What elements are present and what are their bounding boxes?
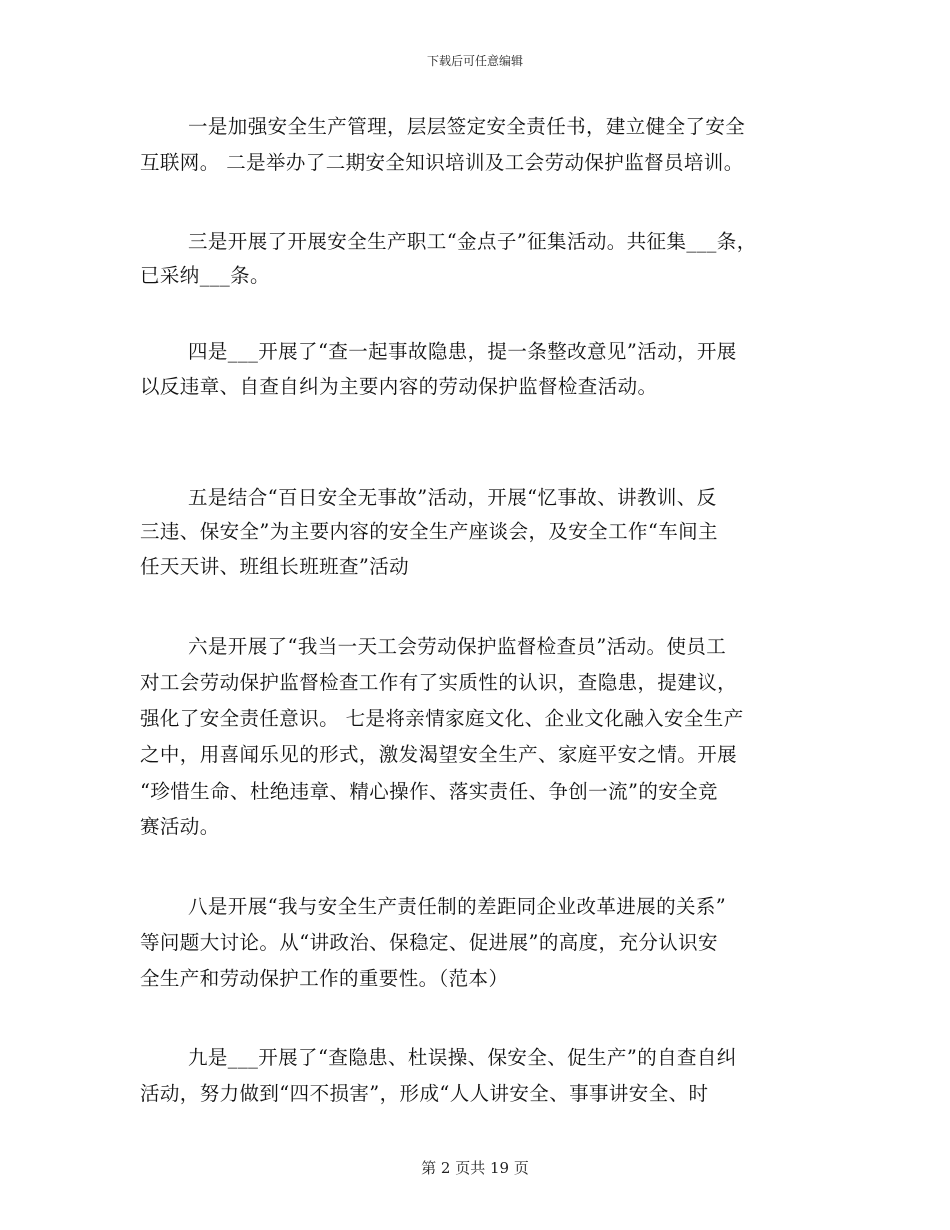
paragraph-5-line-3: 强化了安全责任意识。 七是将亲情家庭文化、企业文化融入安全生产 [140, 707, 744, 730]
paragraph-5-line-5: “珍惜生命、杜绝违章、精心操作、落实责任、争创一流”的安全竞 [140, 780, 718, 803]
paragraph-6-line-2: 等问题大讨论。从“讲政治、保稳定、促进展”的高度，充分认识安 [140, 931, 718, 954]
paragraph-4-line-1: 五是结合“百日安全无事故”活动，开展“忆事故、讲教训、反 [188, 486, 717, 509]
paragraph-7-line-2: 活动，努力做到“四不损害”，形成“人人讲安全、事事讲安全、时 [140, 1082, 709, 1105]
paragraph-4-line-2: 三违、保安全”为主要内容的安全生产座谈会，及安全工作“车间主 [140, 520, 718, 543]
paragraph-5-line-6: 赛活动。 [140, 815, 220, 838]
paragraph-2-line-2: 已采纳___条。 [140, 264, 270, 287]
paragraph-7-line-1: 九是___开展了“查隐患、杜误操、保安全、促生产”的自查自纠 [188, 1046, 737, 1069]
paragraph-5-line-2: 对工会劳动保护监督检查工作有了实质性的认识，查隐患，提建议， [140, 671, 738, 694]
paragraph-4-line-3: 任天天讲、班组长班班查”活动 [140, 555, 410, 578]
page-footer: 第 2 页共 19 页 [421, 1159, 529, 1177]
paragraph-6-line-3: 全生产和劳动保护工作的重要性。（范本） [140, 967, 509, 990]
page-header: 下载后可任意编辑 [426, 54, 523, 68]
paragraph-5-line-1: 六是开展了“我当一天工会劳动保护监督检查员”活动。使员工 [188, 635, 727, 658]
paragraph-3-line-1: 四是___开展了“查一起事故隐患，提一条整改意见”活动，开展 [188, 340, 737, 363]
paragraph-3-line-2: 以反违章、自查自纠为主要内容的劳动保护监督检查活动。 [140, 375, 658, 398]
paragraph-1-line-2: 互联网。 二是举办了二期安全知识培训及工会劳动保护监督员培训。 [140, 151, 744, 174]
paragraph-6-line-1: 八是开展“我与安全生产责任制的差距同企业改革进展的关系” [188, 895, 727, 918]
paragraph-5-line-4: 之中，用喜闻乐见的形式，激发渴望安全生产、家庭平安之情。开展 [140, 743, 738, 766]
paragraph-2-line-1: 三是开展了开展安全生产职工“金点子”征集活动。共征集___条， [188, 230, 757, 253]
paragraph-1-line-1: 一是加强安全生产管理，层层签定安全责任书，建立健全了安全 [188, 115, 746, 138]
